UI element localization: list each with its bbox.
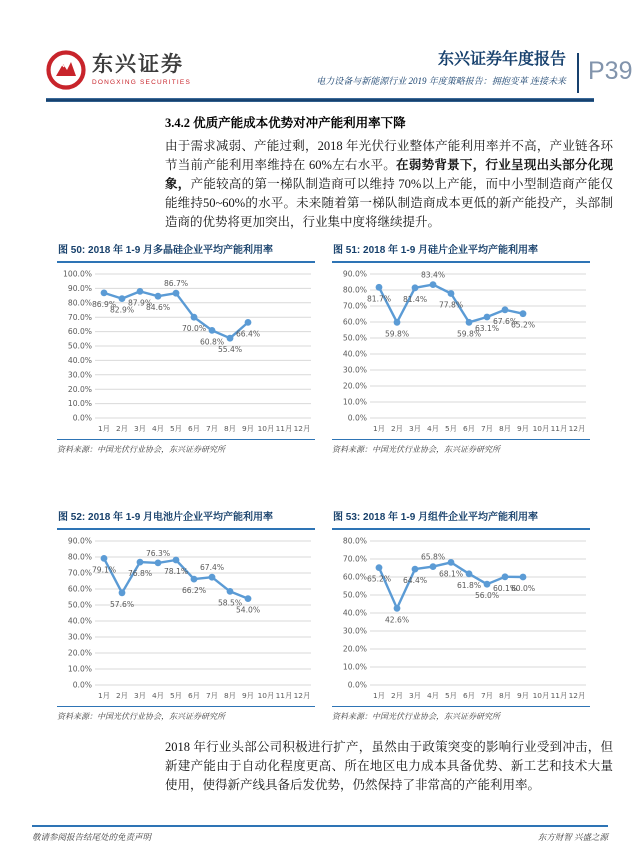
data-point [394, 319, 401, 326]
data-label: 68.1% [438, 569, 464, 579]
report-title: 东兴证券年度报告 [437, 51, 566, 68]
x-tick-label: 6月 [187, 424, 201, 433]
data-label: 67.6% [492, 316, 518, 326]
x-tick-label: 12月 [293, 691, 311, 700]
y-tick-label: 20.0% [342, 381, 367, 391]
data-label: 82.9% [109, 305, 135, 315]
x-tick-label: 10月 [532, 424, 550, 433]
data-point [101, 290, 108, 297]
figure-51-source: 资料来源：中国光伏行业协会，东兴证券研究所 [332, 439, 590, 455]
figure-52-source: 资料来源：中国光伏行业协会，东兴证券研究所 [57, 706, 315, 722]
x-tick-label: 11月 [275, 691, 293, 700]
data-label: 66.2% [181, 586, 207, 596]
data-point [173, 557, 180, 564]
data-label: 77.8% [438, 300, 464, 310]
footer-rule [32, 825, 608, 827]
x-tick-label: 11月 [275, 424, 293, 433]
header-divider [577, 53, 579, 93]
data-label: 87.9% [127, 298, 153, 308]
x-tick-label: 6月 [462, 691, 476, 700]
y-tick-label: 20.0% [67, 648, 92, 658]
x-tick-label: 7月 [205, 424, 219, 433]
data-label: 58.5% [217, 598, 243, 608]
figure-53-chart [332, 533, 590, 705]
data-point [376, 564, 383, 571]
logo-name-cn: 东兴证券 [92, 53, 184, 76]
y-tick-label: 60.0% [342, 317, 367, 327]
x-tick-label: 8月 [498, 691, 512, 700]
figure-53-source: 资料来源：中国光伏行业协会，东兴证券研究所 [332, 706, 590, 722]
y-tick-label: 20.0% [67, 384, 92, 394]
y-tick-label: 90.0% [342, 269, 367, 279]
x-tick-label: 10月 [257, 424, 275, 433]
x-tick-label: 7月 [480, 424, 494, 433]
data-label: 76.8% [127, 569, 153, 579]
x-tick-label: 4月 [426, 424, 440, 433]
data-point [119, 295, 126, 302]
y-tick-label: 10.0% [342, 397, 367, 407]
data-point [466, 570, 473, 577]
intro-paragraph-seg1: 由于需求减弱、产能过剩，2018 年光伏行业整体产能利用率并不高，产业链各环节当前产能利用率维持在 60%左右水平。 [165, 139, 613, 172]
data-label: 86.9% [91, 299, 117, 309]
data-point [430, 281, 437, 288]
figure-52-title: 图 52: 2018 年 1-9 月电池片企业平均产能利用率 [57, 508, 315, 530]
x-tick-label: 7月 [205, 691, 219, 700]
y-tick-label: 50.0% [67, 600, 92, 610]
x-tick-label: 2月 [115, 691, 129, 700]
x-tick-label: 9月 [516, 691, 530, 700]
data-point [209, 574, 216, 581]
x-tick-label: 12月 [293, 424, 311, 433]
y-tick-label: 50.0% [342, 333, 367, 343]
y-tick-label: 70.0% [342, 301, 367, 311]
data-point [502, 306, 509, 313]
data-label: 55.4% [217, 345, 243, 355]
y-tick-label: 40.0% [67, 356, 92, 365]
line-chart-svg [57, 266, 315, 438]
data-label: 79.1% [91, 565, 117, 575]
figure-51-title: 图 51: 2018 年 1-9 月硅片企业平均产能利用率 [332, 241, 590, 263]
y-tick-label: 30.0% [67, 632, 92, 642]
company-logo [46, 50, 191, 90]
data-point [484, 314, 491, 321]
y-tick-label: 50.0% [342, 590, 367, 600]
y-tick-label: 80.0% [67, 298, 92, 308]
x-tick-label: 4月 [151, 424, 165, 433]
y-tick-label: 10.0% [67, 664, 92, 674]
x-tick-label: 11月 [550, 424, 568, 433]
data-point [173, 290, 180, 297]
line-chart-svg [57, 533, 315, 705]
x-tick-label: 2月 [390, 424, 404, 433]
x-tick-label: 5月 [444, 691, 458, 700]
x-tick-label: 2月 [390, 691, 404, 700]
y-tick-label: 70.0% [67, 568, 92, 578]
figure-53-title: 图 53: 2018 年 1-9 月组件企业平均产能利用率 [332, 508, 590, 530]
data-label: 76.3% [145, 548, 171, 558]
data-label: 65.2% [366, 574, 392, 584]
data-label: 86.7% [163, 279, 189, 289]
data-label: 66.4% [235, 329, 261, 339]
x-tick-label: 1月 [372, 424, 386, 433]
data-label: 56.0% [474, 591, 500, 601]
y-tick-label: 70.0% [67, 312, 92, 322]
data-label: 81.4% [402, 294, 428, 304]
data-label: 54.0% [235, 605, 261, 615]
data-point [394, 605, 401, 612]
y-tick-label: 40.0% [342, 608, 367, 618]
data-label: 61.8% [456, 580, 482, 590]
x-tick-label: 1月 [97, 424, 111, 433]
data-label: 64.4% [402, 576, 428, 586]
y-tick-label: 80.0% [342, 536, 367, 546]
data-point [484, 581, 491, 588]
data-label: 60.1% [492, 583, 518, 593]
x-tick-label: 8月 [223, 691, 237, 700]
y-tick-label: 10.0% [67, 399, 92, 409]
data-point [119, 589, 126, 596]
section-heading: 3.4.2 优质产能成本优势对冲产能利用率下降 [165, 116, 406, 130]
x-tick-label: 1月 [372, 691, 386, 700]
figure-52-chart [57, 533, 315, 705]
y-tick-label: 50.0% [67, 341, 92, 351]
data-point [412, 566, 419, 573]
x-tick-label: 9月 [241, 691, 255, 700]
x-tick-label: 12月 [568, 691, 586, 700]
data-label: 57.6% [109, 599, 135, 609]
footer-slogan: 东方财智 兴盛之源 [537, 832, 608, 842]
x-tick-label: 1月 [97, 691, 111, 700]
y-tick-label: 0.0% [347, 680, 367, 690]
x-tick-label: 8月 [498, 424, 512, 433]
y-tick-label: 90.0% [67, 536, 92, 546]
y-tick-label: 100.0% [63, 269, 92, 279]
y-tick-label: 0.0% [72, 680, 92, 690]
data-point [502, 573, 509, 580]
y-tick-label: 20.0% [342, 644, 367, 654]
figure-50-chart [57, 266, 315, 438]
data-label: 63.1% [474, 324, 500, 333]
data-label: 84.6% [145, 303, 171, 313]
y-tick-label: 40.0% [342, 349, 367, 359]
figure-51-chart [332, 266, 590, 438]
data-point [191, 576, 198, 583]
y-tick-label: 80.0% [342, 285, 367, 295]
x-tick-label: 11月 [550, 691, 568, 700]
figure-51 [332, 241, 590, 455]
figure-52 [57, 508, 315, 722]
x-tick-label: 4月 [426, 691, 440, 700]
report-subtitle: 电力设备与新能源行业 2019 年度策略报告：拥抱变革 连接未来 [316, 76, 566, 86]
logo-text [92, 54, 191, 86]
y-tick-label: 10.0% [342, 662, 367, 672]
figure-53 [332, 508, 590, 722]
data-point [227, 335, 234, 342]
data-point [376, 284, 383, 291]
line-chart-svg [332, 533, 590, 705]
data-point [209, 327, 216, 334]
x-tick-label: 3月 [133, 424, 147, 433]
x-tick-label: 6月 [187, 691, 201, 700]
y-tick-label: 30.0% [342, 626, 367, 636]
data-point [227, 588, 234, 595]
y-tick-label: 80.0% [67, 552, 92, 562]
y-tick-label: 30.0% [67, 370, 92, 380]
figure-50-title: 图 50: 2018 年 1-9 月多晶硅企业平均产能利用率 [57, 241, 315, 263]
data-point [520, 574, 527, 581]
data-label: 67.4% [199, 563, 225, 573]
data-point [430, 563, 437, 570]
logo-name-en: DONGXING SECURITIES [92, 79, 192, 86]
data-point [412, 284, 419, 291]
dongxing-logo-icon [46, 50, 86, 90]
data-point [245, 595, 252, 602]
y-tick-label: 60.0% [67, 584, 92, 594]
data-label: 59.8% [384, 329, 410, 339]
figure-50-source: 资料来源：中国光伏行业协会，东兴证券研究所 [57, 439, 315, 455]
x-tick-label: 4月 [151, 691, 165, 700]
data-label: 65.8% [420, 552, 446, 562]
header-rule [46, 98, 594, 102]
intro-paragraph-seg3: 产能较高的第一梯队制造商可以维持 70%以上产能，而中小型制造商产能仅能维持50~60%的水平。未来随着第一梯队制造商成本更低的新产能投产，头部制造商的优势将更加突出，行业集中度将继续提升。 [165, 177, 613, 229]
x-tick-label: 3月 [408, 424, 422, 433]
header-titles [236, 51, 566, 87]
closing-paragraph: 2018 年行业头部公司积极进行扩产，虽然由于政策突变的影响行业受到冲击，但新建产能由于自动化程度更高、所在地区电力成本具备优势、新工艺和技术大量使用，使得新产线具备后发优势，仍然保持了非常高的产能利用率。 [165, 740, 613, 792]
data-label: 70.0% [181, 324, 207, 334]
intro-paragraph-bold: 在弱势背景下，行业呈现出头部分化现象， [165, 158, 613, 191]
footer-disclaimer: 敬请参阅报告结尾处的免责声明 [32, 832, 152, 842]
y-tick-label: 30.0% [342, 365, 367, 375]
page-number: P39 [588, 57, 633, 85]
data-label: 60.0% [510, 584, 536, 593]
y-tick-label: 0.0% [72, 413, 92, 423]
data-point [191, 314, 198, 321]
data-point [448, 559, 455, 566]
data-point [245, 319, 252, 326]
x-tick-label: 5月 [169, 424, 183, 433]
x-tick-label: 12月 [568, 424, 586, 433]
series-line [104, 558, 248, 598]
y-tick-label: 90.0% [67, 284, 92, 293]
x-tick-label: 10月 [257, 691, 275, 700]
x-tick-label: 5月 [444, 424, 458, 433]
x-tick-label: 7月 [480, 691, 494, 700]
x-tick-label: 3月 [133, 691, 147, 700]
data-point [101, 555, 108, 562]
intro-paragraph [165, 137, 613, 232]
y-tick-label: 40.0% [67, 616, 92, 626]
data-label: 81.7% [366, 294, 392, 304]
x-tick-label: 10月 [532, 691, 550, 700]
data-label: 65.2% [510, 320, 536, 330]
y-tick-label: 0.0% [347, 413, 367, 423]
data-label: 59.8% [456, 329, 482, 339]
x-tick-label: 9月 [516, 424, 530, 433]
data-label: 83.4% [420, 270, 446, 280]
data-point [137, 288, 144, 295]
data-label: 78.1% [163, 567, 189, 576]
x-tick-label: 9月 [241, 424, 255, 433]
data-point [520, 310, 527, 317]
x-tick-label: 6月 [462, 424, 476, 433]
data-label: 42.6% [384, 615, 410, 625]
x-tick-label: 5月 [169, 691, 183, 700]
x-tick-label: 8月 [223, 424, 237, 433]
data-point [155, 560, 162, 567]
data-point [137, 559, 144, 566]
data-point [466, 319, 473, 326]
data-point [155, 293, 162, 300]
data-label: 60.8% [199, 337, 225, 347]
y-tick-label: 60.0% [342, 572, 367, 582]
y-tick-label: 70.0% [342, 554, 367, 564]
x-tick-label: 3月 [408, 691, 422, 700]
line-chart-svg [332, 266, 590, 438]
y-tick-label: 60.0% [67, 327, 92, 337]
data-point [448, 290, 455, 297]
x-tick-label: 2月 [115, 424, 129, 433]
figure-50 [57, 241, 315, 455]
